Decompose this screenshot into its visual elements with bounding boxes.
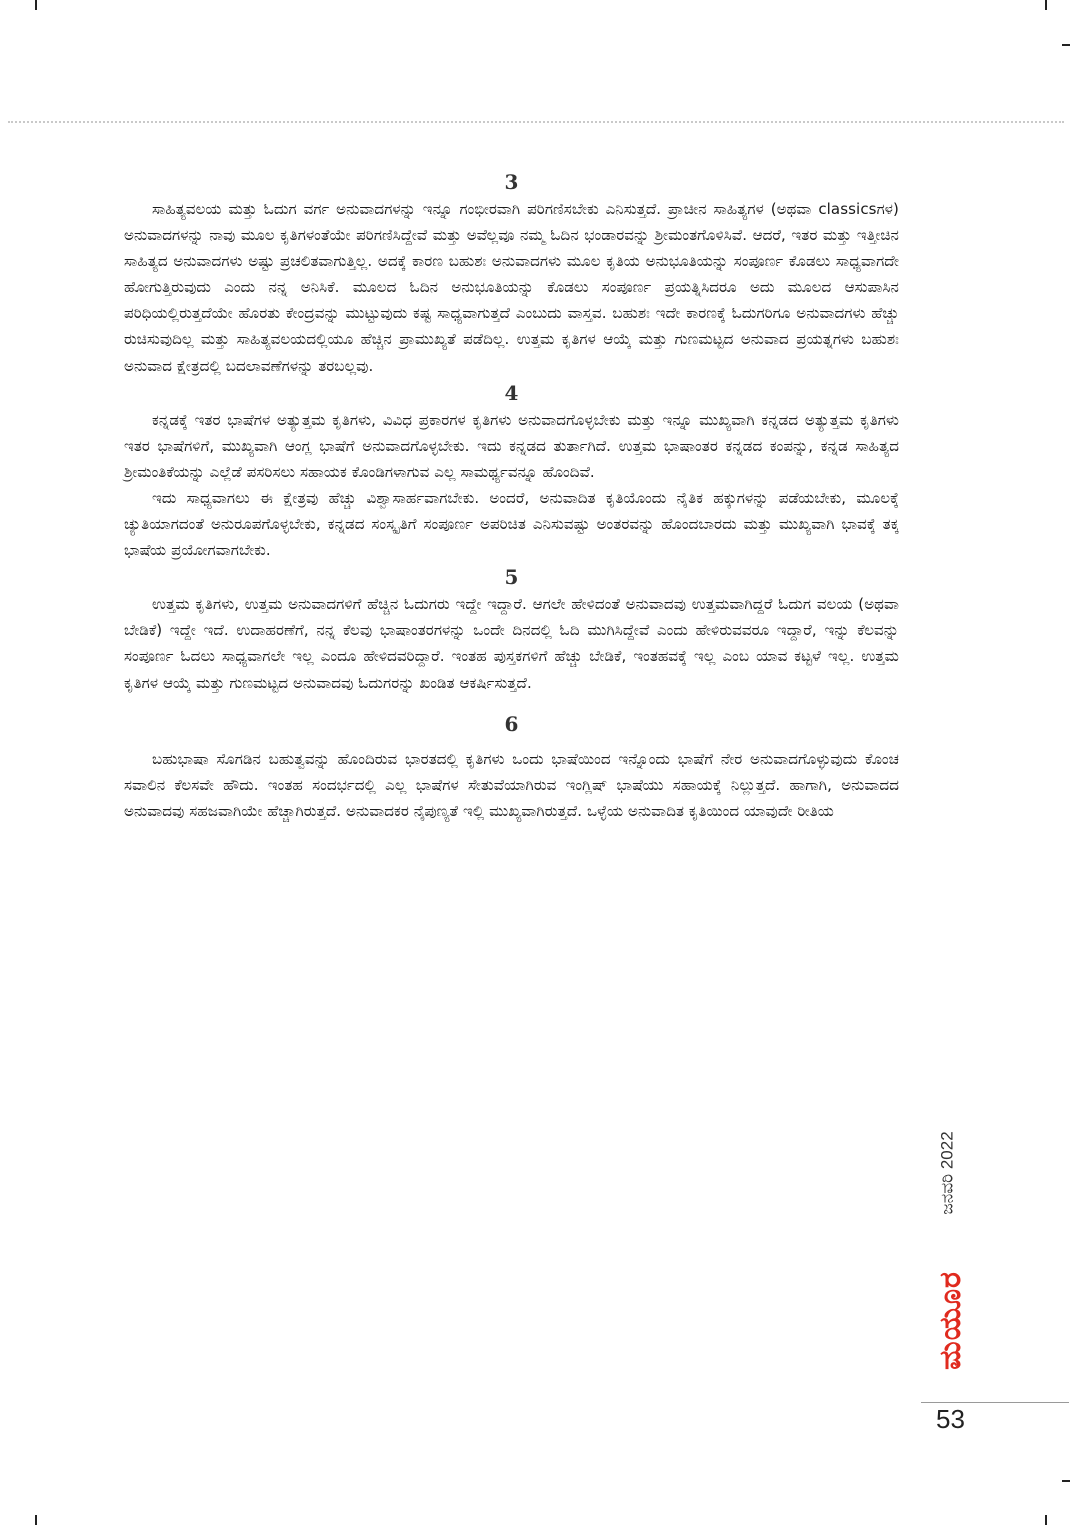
header-dotted-rule [8,121,1064,123]
section-number: 5 [504,565,519,590]
crop-mark-bottom-left [35,1515,37,1525]
section-4 [124,379,899,564]
crop-mark-top-right [1045,0,1047,10]
paragraph: ಬಹುಭಾಷಾ ಸೊಗಡಿನ ಬಹುತ್ವವನ್ನು ಹೊಂದಿರುವ ಭಾರತದಲ್ಲಿ ಕೃತಿಗಳು ಒಂದು ಭಾಷೆಯಿಂದ ಇನ್ನೊಂದು ಭಾಷೆಗೆ ನೇರ ಅನುವಾದಗೊಳ್ಳುವುದು ಕೊಂಚ ಸವಾಲಿನ ಕೆಲಸವೇ ಹೌದು. ಇಂತಹ ಸಂದರ್ಭದಲ್ಲಿ ಎಲ್ಲ ಭಾಷೆಗಳ ಸೇತುವೆಯಾಗಿರುವ ಇಂಗ್ಲಿಷ್ ಭಾಷೆಯು ಸಹಾಯಕ್ಕೆ ನಿಲ್ಲುತ್ತದೆ. ಹಾಗಾಗಿ, ಅನುವಾದದ ಅನುವಾದವು ಸಹಜವಾಗಿಯೇ ಹೆಚ್ಚಾಗಿರುತ್ತದೆ. ಅನುವಾದಕರ ನೈಪುಣ್ಯತೆ ಇಲ್ಲಿ ಮುಖ್ಯವಾಗಿರುತ್ತದೆ. ಒಳ್ಳೆಯ ಅನುವಾದಿತ ಕೃತಿಯಿಂದ ಯಾವುದೇ ರೀತಿಯ [124,749,899,820]
section-number: 6 [504,711,519,736]
section-number: 3 [504,170,519,194]
crop-mark-bottom-right [1045,1515,1047,1525]
magazine-logo-text: ಮಯೂರ [932,1270,968,1370]
section-6 [124,710,899,824]
footer-rule [921,1402,1069,1403]
magazine-logo [930,1245,970,1395]
issue-date-text: ಜನವರಿ 2022 [938,1131,957,1215]
section-3 [124,168,899,379]
crop-mark-right-lower [1062,1480,1070,1482]
paragraph: ಇದು ಸಾಧ್ಯವಾಗಲು ಈ ಕ್ಷೇತ್ರವು ಹೆಚ್ಚು ವಿಶ್ವಾಸಾರ್ಹವಾಗಬೇಕು. ಅಂದರೆ, ಅನುವಾದಿತ ಕೃತಿಯೊಂದು ನೈತಿಕ ಹಕ್ಕುಗಳನ್ನು ಪಡೆಯಬೇಕು, ಮೂಲಕ್ಕೆ ಚ್ಯುತಿಯಾಗದಂತೆ ಅನುರೂಪಗೊಳ್ಳಬೇಕು, ಕನ್ನಡದ ಸಂಸ್ಕೃತಿಗೆ ಸಂಪೂರ್ಣ ಅಪರಿಚಿತ ಎನಿಸುವಷ್ಟು ಅಂತರವನ್ನು ಹೊಂದಬಾರದು ಮತ್ತು ಮುಖ್ಯವಾಗಿ ಭಾವಕ್ಕೆ ತಕ್ಕ ಭಾಷೆಯ ಪ್ರಯೋಗವಾಗಬೇಕು. [124,488,899,560]
crop-mark-top-left [35,0,37,10]
paragraph: ಸಾಹಿತ್ಯವಲಯ ಮತ್ತು ಓದುಗ ವರ್ಗ ಅನುವಾದಗಳನ್ನು ಇನ್ನೂ ಗಂಭೀರವಾಗಿ ಪರಿಗಣಿಸಬೇಕು ಎನಿಸುತ್ತದೆ. ಪ್ರಾಚೀನ ಸಾಹಿತ್ಯಗಳ (ಅಥವಾ classicsಗಳ) ಅನುವಾದಗಳನ್ನು ನಾವು ಮೂಲ ಕೃತಿಗಳಂತೆಯೇ ಪರಿಗಣಿಸಿದ್ದೇವೆ ಮತ್ತು ಅವೆಲ್ಲವೂ ನಮ್ಮ ಓದಿನ ಭಂಡಾರವನ್ನು ಶ್ರೀಮಂತಗೊಳಿಸಿವೆ. ಆದರೆ, ಇತರ ಮತ್ತು ಇತ್ತೀಚಿನ ಸಾಹಿತ್ಯದ ಅನುವಾದಗಳು ಅಷ್ಟು ಪ್ರಚಲಿತವಾಗುತ್ತಿಲ್ಲ. ಅದಕ್ಕೆ ಕಾರಣ ಬಹುಶಃ ಅನುವಾದಗಳು ಮೂಲ ಕೃತಿಯ ಅನುಭೂತಿಯನ್ನು ಸಂಪೂರ್ಣ ಕೊಡಲು ಸಾಧ್ಯವಾಗದೇ ಹೋಗುತ್ತಿರುವುದು ಎಂದು ನನ್ನ ಅನಿಸಿಕೆ. ಮೂಲದ ಓದಿನ ಅನುಭೂತಿಯನ್ನು ಕೊಡಲು ಸಂಪೂರ್ಣ ಪ್ರಯತ್ನಿಸಿದರೂ ಅದು ಮೂಲದ ಆಸುಪಾಸಿನ ಪರಿಧಿಯಲ್ಲಿರುತ್ತದೆಯೇ ಹೊರತು ಕೇಂದ್ರವನ್ನು ಮುಟ್ಟುವುದು ಕಷ್ಟ ಸಾಧ್ಯವಾಗುತ್ತದೆ ಎಂಬುದು ವಾಸ್ತವ. ಬಹುಶಃ ಇದೇ ಕಾರಣಕ್ಕೆ ಓದುಗರಿಗೂ ಅನುವಾದಗಳು ಹೆಚ್ಚು ರುಚಿಸುವುದಿಲ್ಲ ಮತ್ತು ಸಾಹಿತ್ಯವಲಯದಲ್ಲಿಯೂ ಹೆಚ್ಚಿನ ಪ್ರಾಮುಖ್ಯತೆ ಪಡೆದಿಲ್ಲ. ಉತ್ತಮ ಕೃತಿಗಳ ಆಯ್ಕೆ ಮತ್ತು ಗುಣಮಟ್ಟದ ಅನುವಾದ ಪ್ರಯತ್ನಗಳು ಬಹುಶಃ ಅನುವಾದ ಕ್ಷೇತ್ರದಲ್ಲಿ ಬದಲಾವಣೆಗಳನ್ನು ತರಬಲ್ಲವು. [124,200,899,375]
crop-mark-right-upper [1062,44,1070,46]
section-5 [124,563,899,695]
paragraph: ಉತ್ತಮ ಕೃತಿಗಳು, ಉತ್ತಮ ಅನುವಾದಗಳಿಗೆ ಹೆಚ್ಚಿನ ಓದುಗರು ಇದ್ದೇ ಇದ್ದಾರೆ. ಆಗಲೇ ಹೇಳಿದಂತೆ ಅನುವಾದವು ಉತ್ತಮವಾಗಿದ್ದರೆ ಓದುಗ ವಲಯ (ಅಥವಾ ಬೇಡಿಕೆ) ಇದ್ದೇ ಇದೆ. ಉದಾಹರಣೆಗೆ, ನನ್ನ ಕೆಲವು ಭಾಷಾಂತರಗಳನ್ನು ಒಂದೇ ದಿನದಲ್ಲಿ ಓದಿ ಮುಗಿಸಿದ್ದೇವೆ ಎಂದು ಹೇಳಿರುವವರೂ ಇದ್ದಾರೆ, ಇನ್ನು ಕೆಲವನ್ನು ಸಂಪೂರ್ಣ ಓದಲು ಸಾಧ್ಯವಾಗಲೇ ಇಲ್ಲ ಎಂದೂ ಹೇಳಿದವರಿದ್ದಾರೆ. ಇಂತಹ ಪುಸ್ತಕಗಳಿಗೆ ಹೆಚ್ಚು ಬೇಡಿಕೆ, ಇಂತಹವಕ್ಕೆ ಇಲ್ಲ ಎಂಬ ಯಾವ ಕಟ್ಟಳೆ ಇಲ್ಲ. ಉತ್ತಮ ಕೃತಿಗಳ ಆಯ್ಕೆ ಮತ್ತು ಗುಣಮಟ್ಟದ ಅನುವಾದವು ಓದುಗರನ್ನು ಖಂಡಿತ ಆಕರ್ಷಿಸುತ್ತದೆ. [124,595,899,692]
page-number: 53 [936,1404,965,1434]
paragraph: ಕನ್ನಡಕ್ಕೆ ಇತರ ಭಾಷೆಗಳ ಅತ್ಯುತ್ತಮ ಕೃತಿಗಳು, ವಿವಿಧ ಪ್ರಕಾರಗಳ ಕೃತಿಗಳು ಅನುವಾದಗೊಳ್ಳಬೇಕು ಮತ್ತು ಇನ್ನೂ ಮುಖ್ಯವಾಗಿ ಕನ್ನಡದ ಅತ್ಯುತ್ತಮ ಕೃತಿಗಳು ಇತರ ಭಾಷೆಗಳಿಗೆ, ಮುಖ್ಯವಾಗಿ ಆಂಗ್ಲ ಭಾಷೆಗೆ ಅನುವಾದಗೊಳ್ಳಬೇಕು. ಇದು ಕನ್ನಡದ ತುರ್ತಾಗಿದೆ. ಉತ್ತಮ ಭಾಷಾಂತರ ಕನ್ನಡದ ಕಂಪನ್ನು, ಕನ್ನಡ ಸಾಹಿತ್ಯದ ಶ್ರೀಮಂತಿಕೆಯನ್ನು ಎಲ್ಲೆಡೆ ಪಸರಿಸಲು ಸಹಾಯಕ ಕೊಂಡಿಗಳಾಗುವ ಎಲ್ಲ ಸಾಮರ್ಥ್ಯವನ್ನೂ ಹೊಂದಿವೆ. [124,410,899,481]
article-body [124,168,899,824]
issue-date [930,1108,966,1238]
section-number: 4 [504,380,519,405]
